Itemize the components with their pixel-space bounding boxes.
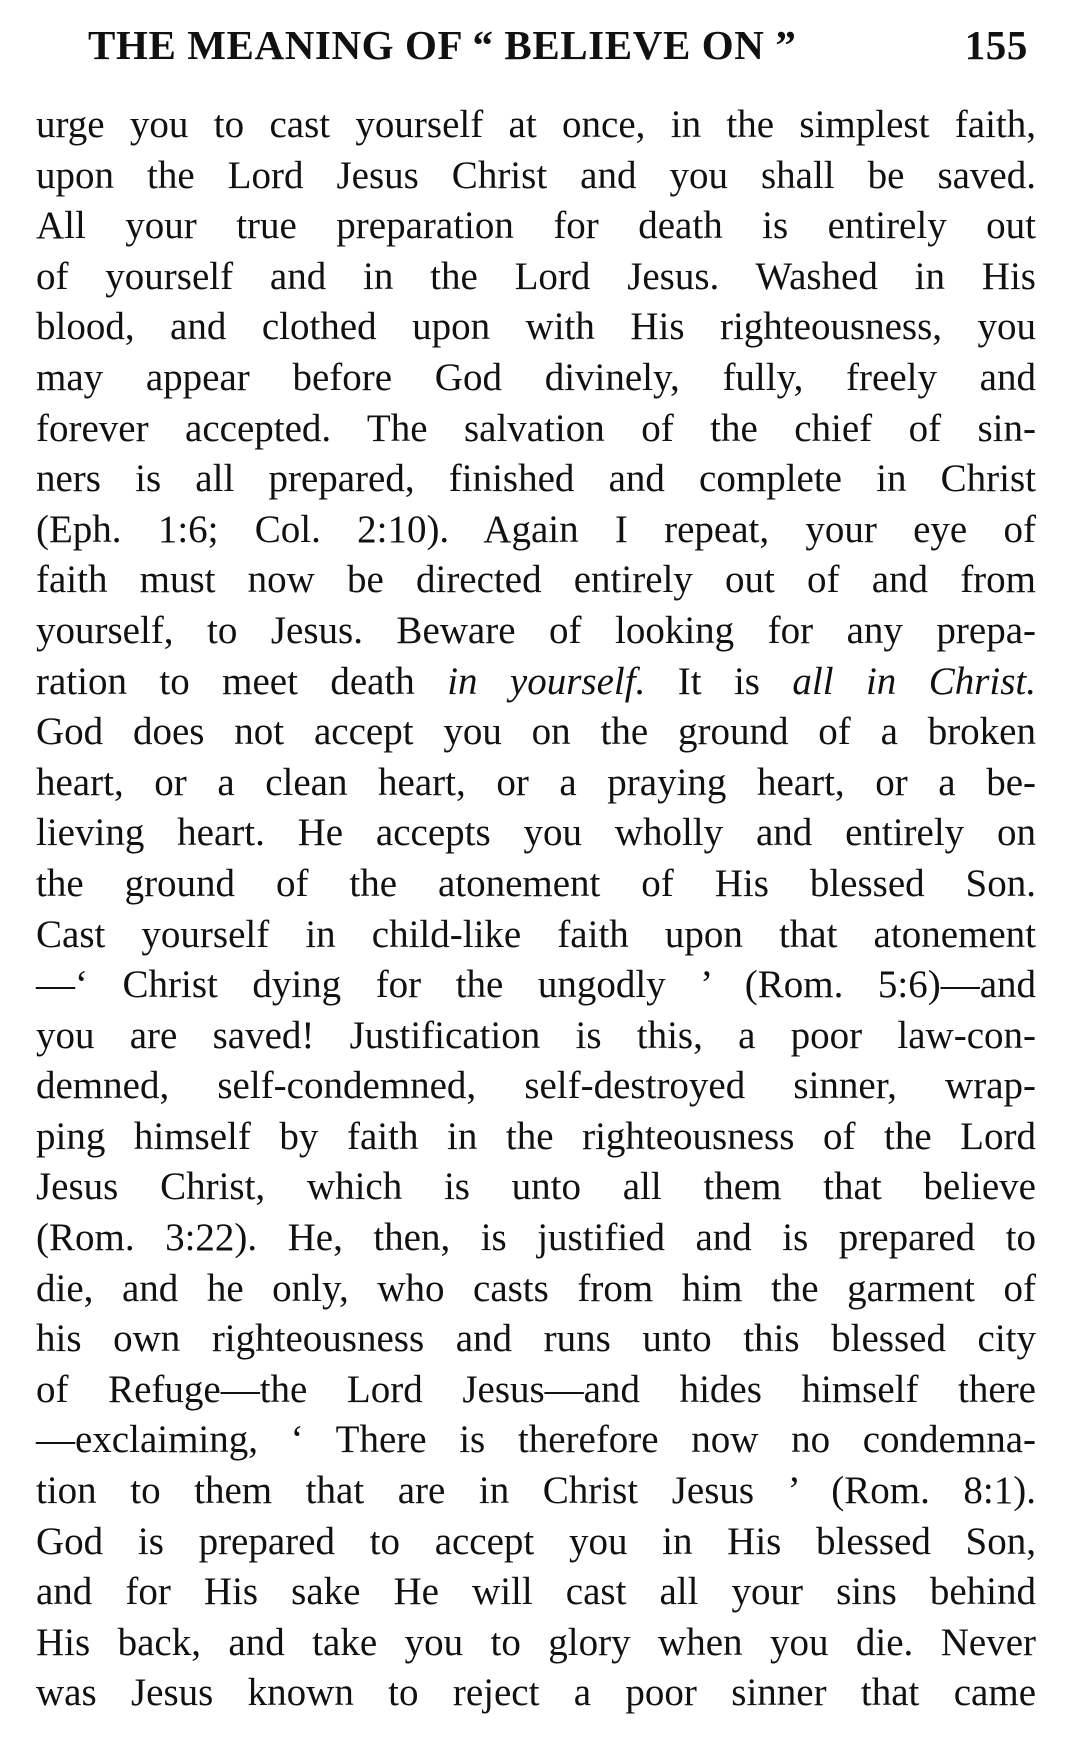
text-line: heart, or a clean heart, or a praying heart, or a be- — [36, 760, 1036, 804]
text-line: of yourself and in the Lord Jesus. Washed in His — [36, 254, 1036, 298]
text-segment: It is — [645, 659, 793, 703]
text-line: the ground of the atonement of His blessed Son. — [36, 861, 1036, 905]
text-line: may appear before God divinely, fully, freely and — [36, 355, 1036, 399]
text-line: ners is all prepared, finished and complete in Christ — [36, 457, 1036, 501]
text-line: God is prepared to accept you in His blessed Son, — [36, 1519, 1036, 1563]
body-text — [36, 100, 1036, 1719]
text-line: and for His sake He will cast all your sins behind — [36, 1570, 1036, 1614]
text-line: (Eph. 1:6; Col. 2:10). Again I repeat, your eye of — [36, 507, 1036, 551]
text-line: urge you to cast yourself at once, in the simplest faith, — [36, 103, 1036, 146]
text-line: Jesus Christ, which is unto all them that believe — [36, 1165, 1036, 1209]
text-line: faith must now be directed entirely out of and from — [36, 558, 1036, 602]
page-number: 155 — [964, 22, 1028, 68]
text-line: —exclaiming, ‘ There is therefore now no condemna- — [36, 1418, 1036, 1462]
text-line: ping himself by faith in the righteousness of the Lord — [36, 1114, 1036, 1158]
text-segment: ration to meet death — [36, 659, 448, 703]
text-line: blood, and clothed upon with His righteousness, you — [36, 305, 1036, 349]
text-line: forever accepted. The salvation of the chief of sin- — [36, 406, 1036, 450]
text-line: God does not accept you on the ground of a broken — [36, 710, 1036, 754]
italic-emphasis: all in Christ. — [792, 659, 1036, 703]
text-line: his own righteousness and runs unto this blessed city — [36, 1317, 1036, 1361]
text-line: of Refuge—the Lord Jesus—and hides himself there — [36, 1367, 1036, 1411]
text-line: (Rom. 3:22). He, then, is justified and is prepared to — [36, 1216, 1036, 1260]
running-title: THE MEANING OF “ BELIEVE ON ” — [88, 22, 797, 68]
running-head — [88, 10, 1028, 80]
text-line: demned, self-condemned, self-destroyed sinner, wrap- — [36, 1064, 1036, 1108]
text-line: Cast yourself in child-like faith upon that atonement — [36, 912, 1036, 956]
text-line: upon the Lord Jesus Christ and you shall be saved. — [36, 153, 1036, 197]
text-line: you are saved! Justification is this, a poor law-con- — [36, 1013, 1036, 1057]
text-line: was Jesus known to reject a poor sinner that came — [36, 1671, 1036, 1715]
italic-emphasis: in yourself. — [447, 659, 646, 703]
text-line: die, and he only, who casts from him the garment of — [36, 1266, 1036, 1310]
text-line: lieving heart. He accepts you wholly and entirely on — [36, 811, 1036, 855]
text-line: His back, and take you to glory when you die. Never — [36, 1620, 1036, 1664]
text-line-with-italics — [36, 657, 1036, 708]
text-line: yourself, to Jesus. Beware of looking for any prepa- — [36, 608, 1036, 652]
text-line: All your true preparation for death is entirely out — [36, 204, 1036, 248]
text-line: —‘ Christ dying for the ungodly ’ (Rom. 5:6)—and — [36, 963, 1036, 1007]
text-line: tion to them that are in Christ Jesus ’ (Rom. 8:1). — [36, 1469, 1036, 1513]
